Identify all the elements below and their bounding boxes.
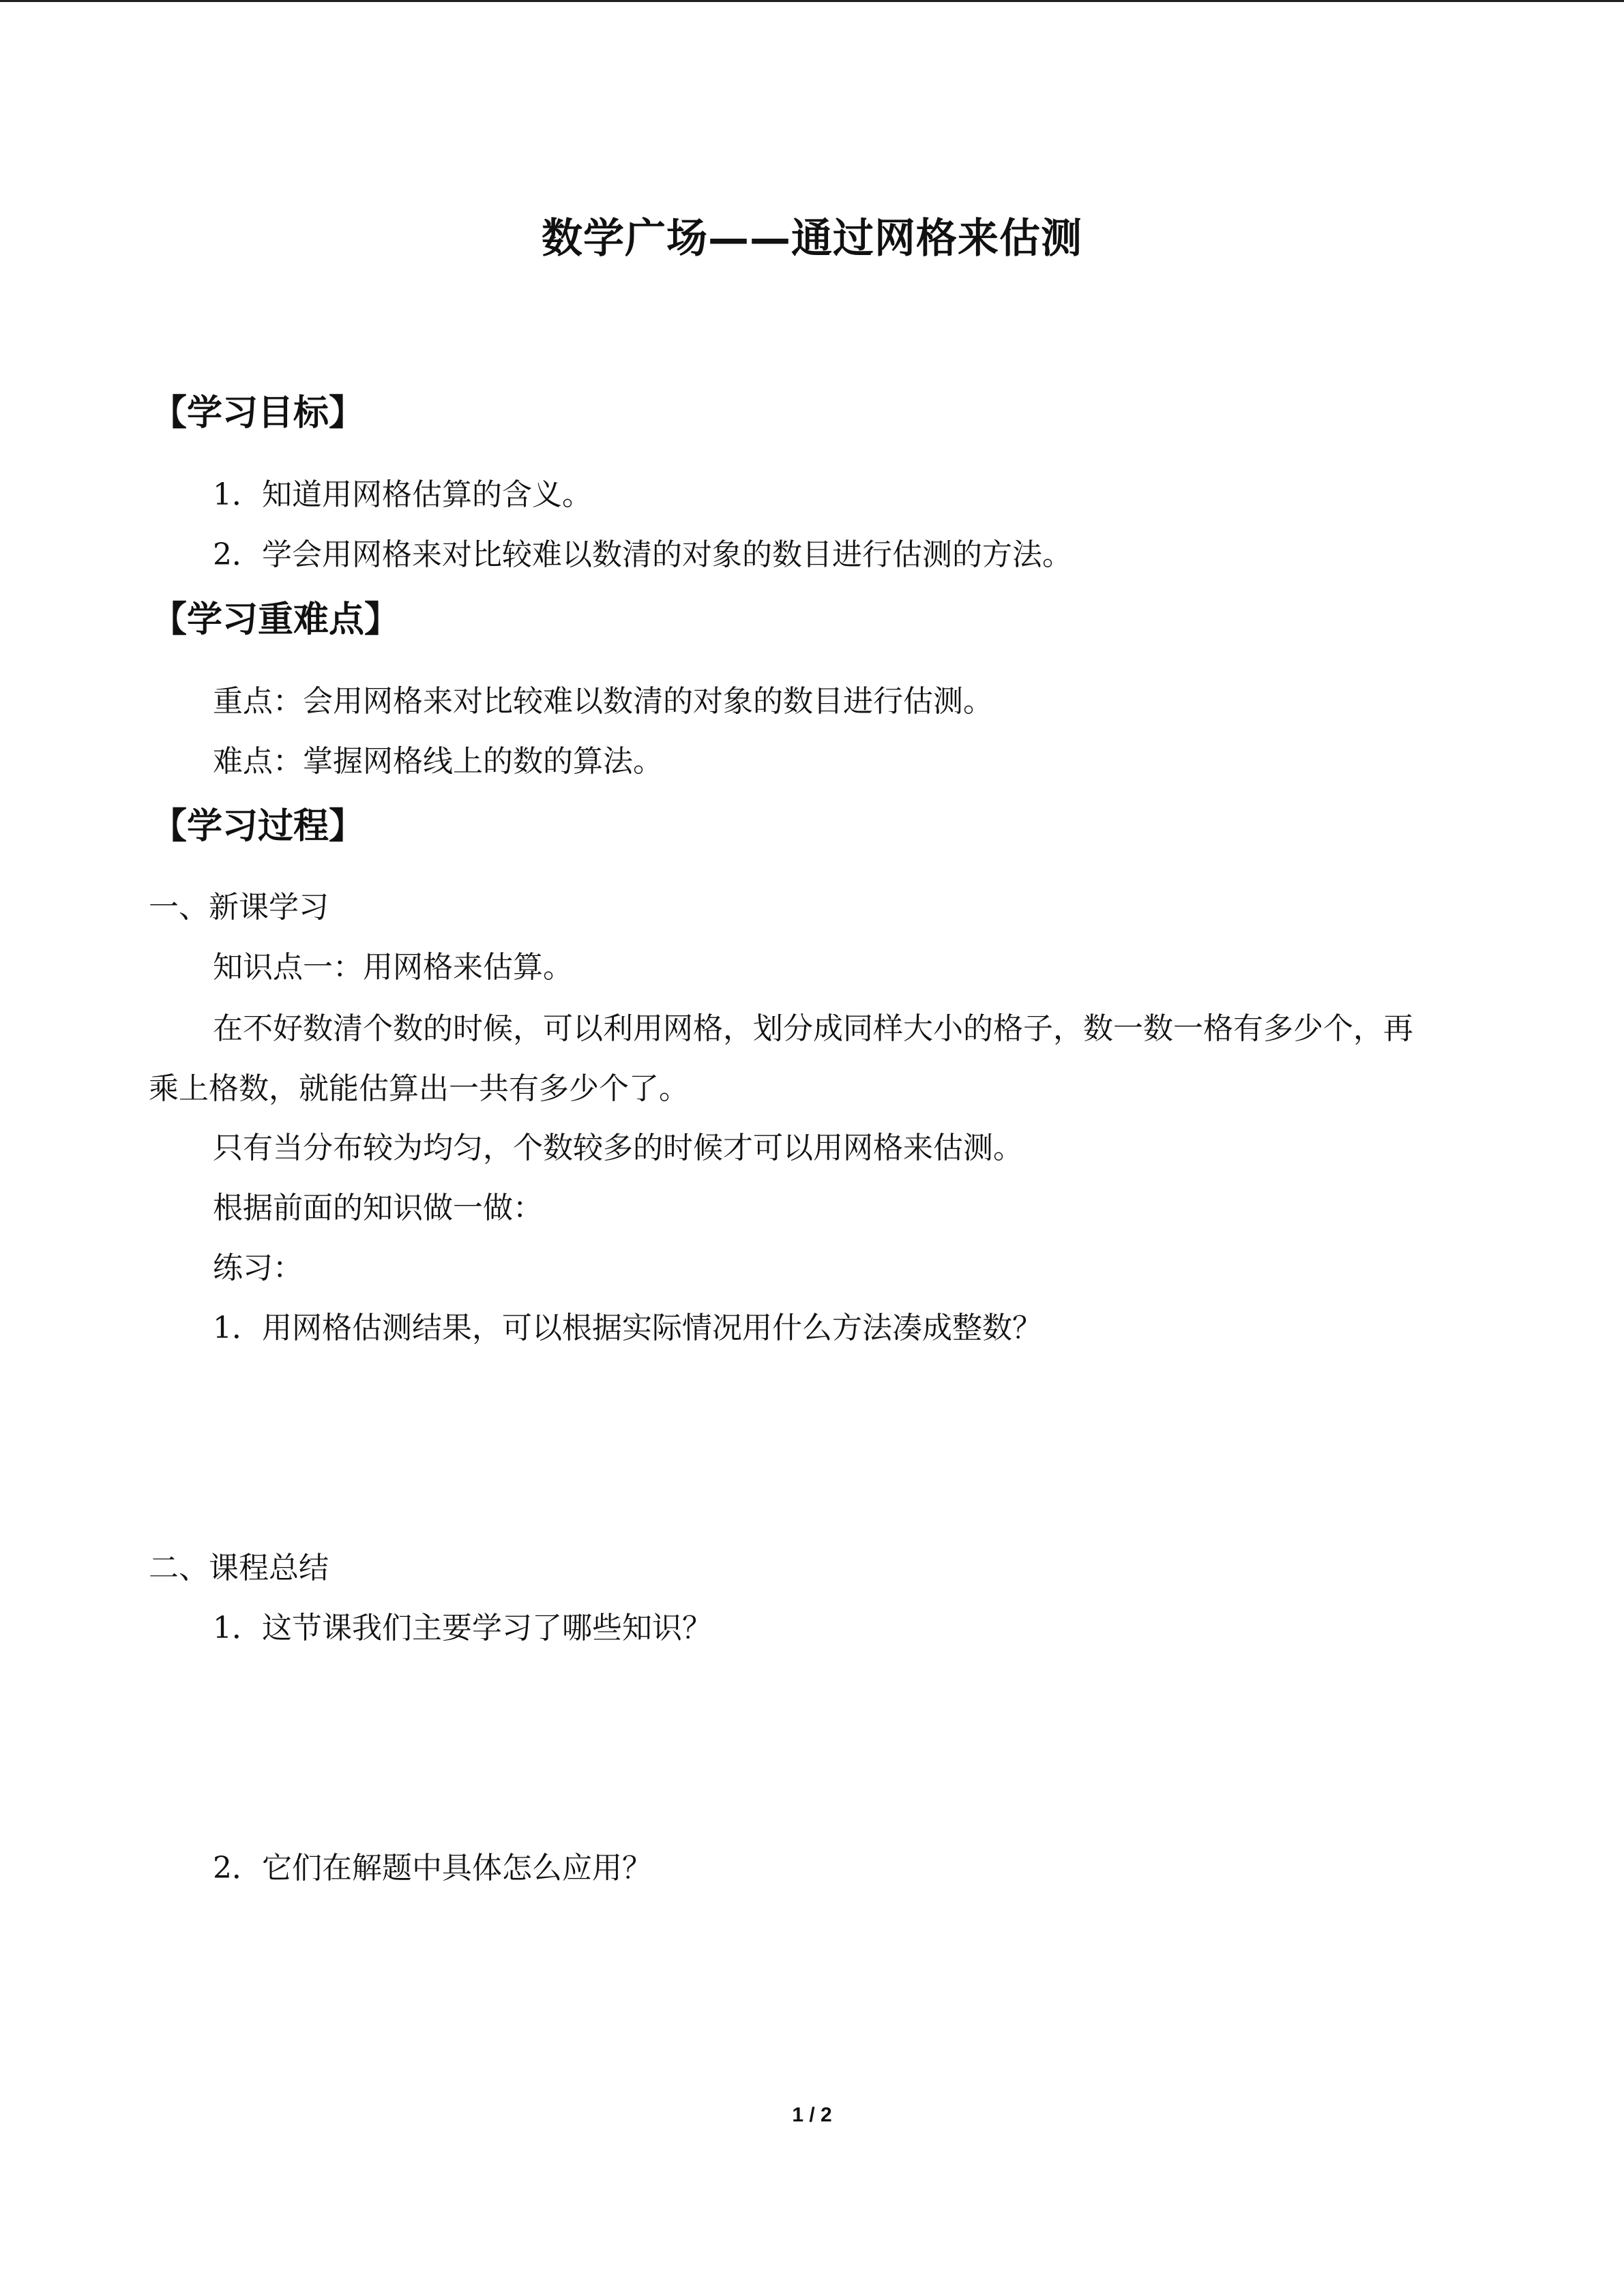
summary-question-1: 1．这节课我们主要学习了哪些知识？ — [213, 1611, 712, 1645]
goal-item-1: 1．知道用网格估算的含义。 — [213, 477, 592, 512]
part1-title: 一、新课学习 — [149, 890, 329, 925]
heading-key-points: 【学习重难点】 — [151, 599, 400, 640]
page-number: 1 / 2 — [792, 2104, 832, 2126]
top-border-line — [0, 0, 1624, 2]
summary-question-2: 2．它们在解题中具体怎么应用？ — [213, 1851, 652, 1885]
part2-title: 二、课程总结 — [149, 1551, 329, 1585]
paragraph-condition: 只有当分布较为均匀，个数较多的时候才可以用网格来估测。 — [213, 1131, 1023, 1165]
key-point-item-2: 难点：掌握网格线上的数的算法。 — [213, 744, 663, 779]
paragraph-grid-estimation: 在不好数清个数的时候，可以利用网格，划分成同样大小的格子，数一数一格有多少个，再乘上格数，就能估算出一共有多少个了。 — [149, 1011, 1413, 1106]
document-title: 数学广场——通过网格来估测 — [542, 215, 1082, 263]
exercise-label: 练习： — [213, 1251, 303, 1285]
exercise-question-1: 1．用网格估测结果，可以根据实际情况用什么方法凑成整数？ — [213, 1311, 1042, 1345]
heading-learning-process: 【学习过程】 — [151, 806, 365, 847]
key-point-item-1: 重点：会用网格来对比较难以数清的对象的数目进行估测。 — [213, 684, 993, 719]
knowledge-point-1: 知识点一：用网格来估算。 — [213, 950, 573, 985]
goal-item-2: 2．学会用网格来对比较难以数清的对象的数目进行估测的方法。 — [213, 537, 1072, 572]
heading-learning-goals: 【学习目标】 — [151, 393, 365, 434]
paragraph-practice-intro: 根据前面的知识做一做： — [213, 1191, 543, 1225]
